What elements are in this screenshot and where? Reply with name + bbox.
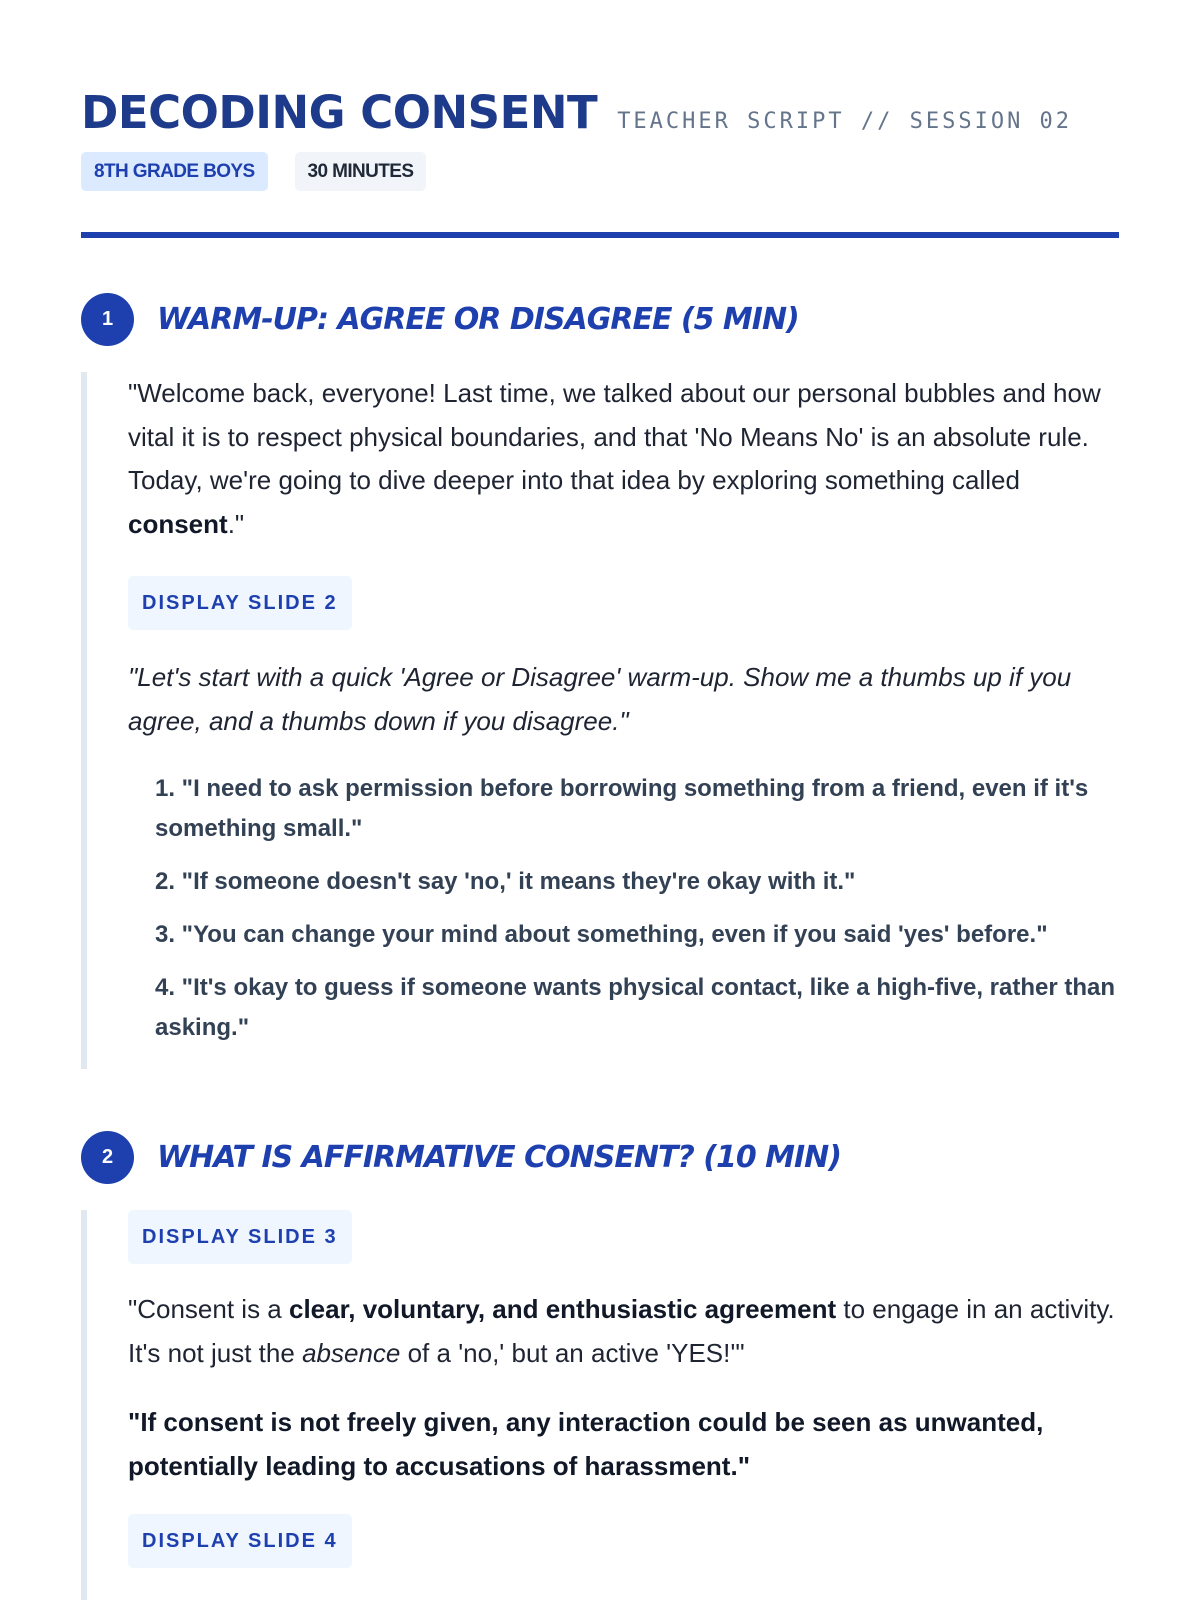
list-item: 3. "You can change your mind about something, even if you said 'yes' before." [155, 921, 1048, 948]
section-number-badge: 2 [81, 1131, 134, 1184]
harassment-warning: "If consent is not freely given, any interaction could be seen as unwanted, potentially leading to accusations of harassment." [128, 1407, 1044, 1481]
statement-list [128, 769, 1119, 1048]
intro-text: "Welcome back, everyone! Last time, we talked about our personal bubbles and how vital it is to respect physical boundaries, and that 'No Means No' is an absolute rule. Today, we're going to dive deeper into that idea by exploring something called [128, 378, 1101, 495]
section-body [81, 372, 1119, 1069]
section-header [81, 1131, 1119, 1184]
section-number-badge: 1 [81, 293, 134, 346]
display-slide-cue: DISPLAY SLIDE 2 [128, 576, 352, 630]
warm-up-prompt: "Let's start with a quick 'Agree or Disagree' warm-up. Show me a thumbs up if you agree, and a thumbs down if you disagree." [128, 662, 1072, 736]
slide-cue-wrap [128, 1210, 1119, 1264]
slide-cue-wrap [128, 576, 1119, 630]
duration-tag: 30 MINUTES [295, 152, 427, 191]
display-slide-cue: DISPLAY SLIDE 3 [128, 1210, 352, 1264]
definition-bold: clear, voluntary, and enthusiastic agreement [288, 1294, 837, 1324]
list-item: 2. "If someone doesn't say 'no,' it means they're okay with it." [155, 868, 856, 895]
title-row [81, 82, 1119, 144]
definition-italic: absence [302, 1337, 401, 1368]
section-header [81, 293, 1119, 346]
header-divider [81, 232, 1119, 238]
document-header [81, 0, 1119, 238]
section-body [81, 1210, 1119, 1600]
intro-script [128, 372, 1119, 546]
section-title: WHAT IS AFFIRMATIVE CONSENT? (10 MIN) [157, 1140, 841, 1175]
tag-row [81, 152, 1119, 191]
definition-text: to engage in an activity. It's not just the [128, 1294, 1115, 1368]
page-subtitle: TEACHER SCRIPT // SESSION 02 [617, 109, 1073, 134]
section-warm-up [81, 293, 1119, 1069]
section-affirmative-consent [81, 1131, 1119, 1600]
display-slide-cue: DISPLAY SLIDE 4 [128, 1514, 352, 1568]
audience-tag: 8TH GRADE BOYS [81, 152, 268, 191]
consent-emphasis: consent [128, 508, 228, 539]
consent-definition [128, 1288, 1119, 1375]
page-title: DECODING CONSENT [81, 86, 598, 139]
list-item: 4. "It's okay to guess if someone wants physical contact, like a high-five, rather than asking." [155, 974, 1116, 1041]
definition-text: "Consent is a [128, 1294, 289, 1324]
section-title: WARM-UP: AGREE OR DISAGREE (5 MIN) [157, 302, 799, 337]
slide-cue-wrap [128, 1514, 1119, 1568]
list-item: 1. "I need to ask permission before borrowing something from a friend, even if it's something small." [155, 775, 1089, 842]
intro-text-end: ." [227, 508, 245, 539]
definition-text-end: of a 'no,' but an active 'YES!'" [400, 1337, 745, 1368]
